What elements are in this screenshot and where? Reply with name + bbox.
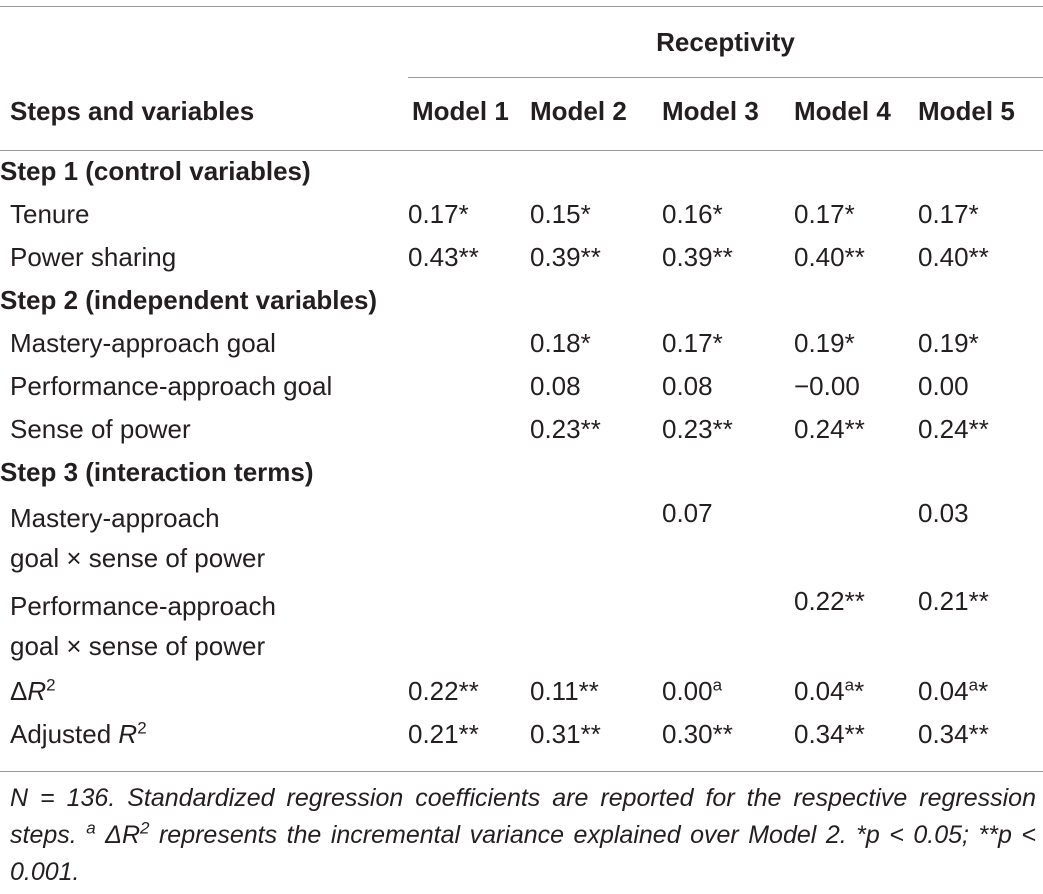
footnote-marker-a: a	[86, 818, 96, 838]
model-3-header: Model 3	[662, 95, 759, 126]
squared-superscript: 2	[137, 718, 147, 738]
table-cell: 0.17*	[794, 199, 855, 229]
model-5-header: Model 5	[918, 95, 1015, 126]
row-label-line-2: goal × sense of power	[10, 631, 266, 661]
row-label-line-1: Performance-approach	[10, 591, 276, 621]
table-footnote	[10, 780, 1036, 891]
table-row	[0, 408, 1043, 451]
footnote-delta-r: ΔR	[95, 821, 140, 849]
adjusted-label: Adjusted	[10, 719, 119, 749]
table-cell	[530, 582, 662, 670]
section-heading-row	[0, 150, 1043, 193]
step-3-heading: Step 3 (interaction terms)	[0, 457, 314, 487]
table-cell	[408, 408, 530, 451]
row-label: Tenure	[10, 199, 90, 229]
delta-symbol: Δ	[10, 676, 28, 706]
cell-value: 0.04	[918, 676, 969, 706]
table-cell	[408, 322, 530, 365]
table-cell: 0.03	[918, 498, 969, 528]
footnote-marker: a	[712, 675, 723, 695]
steps-variables-header: Steps and variables	[10, 95, 255, 126]
table-cell	[408, 494, 530, 582]
footnote-squared: 2	[140, 818, 150, 838]
table-cell: 0.19*	[918, 328, 979, 358]
table-cell: 0.24**	[794, 414, 865, 444]
table-cell	[408, 365, 530, 408]
table-cell: 0.22**	[794, 586, 865, 616]
row-label	[0, 494, 408, 582]
group-header-row	[0, 12, 1043, 72]
row-label-line-1: Mastery-approach	[10, 503, 220, 533]
table-cell: 0.07	[662, 498, 713, 528]
table-cell	[662, 670, 794, 713]
regression-table	[0, 12, 1043, 756]
table-cell	[918, 670, 1043, 713]
table-cell	[794, 494, 918, 582]
table-cell: 0.43**	[408, 242, 479, 272]
row-label	[0, 582, 408, 670]
receptivity-header: Receptivity	[656, 26, 795, 57]
table-cell: −0.00	[794, 371, 860, 401]
table-cell: 0.31**	[530, 719, 601, 749]
row-label	[0, 670, 408, 713]
table-cell: 0.08	[662, 371, 713, 401]
r-variable: R	[27, 676, 47, 706]
cell-value: 0.04	[794, 676, 845, 706]
footnote-marker: a	[844, 675, 855, 695]
table-cell: 0.17*	[918, 199, 979, 229]
table-cell	[530, 494, 662, 582]
table-cell	[794, 670, 918, 713]
table-cell: 0.34**	[918, 719, 989, 749]
table-cell: 0.21**	[408, 719, 479, 749]
table-cell: 0.08	[530, 371, 581, 401]
delta-r2-row	[0, 670, 1043, 713]
section-heading-row	[0, 279, 1043, 322]
table-cell	[408, 582, 530, 670]
step-1-heading: Step 1 (control variables)	[0, 156, 311, 186]
model-4-header: Model 4	[794, 95, 891, 126]
footnote-text-2: represents the incremental variance explained over Model 2. *p < 0.05; **p < 0.001.	[10, 821, 1036, 886]
row-label: Power sharing	[10, 242, 177, 272]
table-cell: 0.39**	[530, 242, 601, 272]
section-heading-row	[0, 451, 1043, 494]
table-cell: 0.23**	[530, 414, 601, 444]
cell-value: 0.00	[662, 676, 713, 706]
row-label: Mastery-approach goal	[10, 328, 276, 358]
row-label: Sense of power	[10, 414, 191, 444]
table-cell	[408, 670, 530, 713]
table-cell: 0.21**	[918, 586, 989, 616]
table-row	[0, 582, 1043, 670]
table-row	[0, 193, 1043, 236]
model-1-header: Model 1	[412, 95, 509, 126]
table-cell	[530, 670, 662, 713]
table-cell: 0.23**	[662, 414, 733, 444]
r-variable: R	[118, 719, 138, 749]
table-row	[0, 365, 1043, 408]
cell-value: 0.11**	[530, 676, 599, 706]
bottom-rule	[0, 771, 1043, 772]
row-label	[0, 713, 408, 756]
row-label-line-2: goal × sense of power	[10, 543, 266, 573]
cell-value: 0.22**	[408, 676, 479, 706]
table-cell: 0.18*	[530, 328, 591, 358]
table-cell: 0.24**	[918, 414, 989, 444]
table-row	[0, 236, 1043, 279]
significance-marker: *	[978, 676, 989, 706]
table-cell: 0.17*	[408, 199, 469, 229]
table-row	[0, 322, 1043, 365]
table-cell	[662, 582, 794, 670]
table-cell: 0.19*	[794, 328, 855, 358]
table-cell: 0.00	[918, 371, 969, 401]
table-row	[0, 494, 1043, 582]
squared-superscript: 2	[46, 675, 56, 695]
row-label: Performance-approach goal	[10, 371, 333, 401]
table-cell: 0.40**	[918, 242, 989, 272]
table-cell: 0.15*	[530, 199, 591, 229]
table-cell: 0.16*	[662, 199, 723, 229]
table-cell: 0.40**	[794, 242, 865, 272]
empty-header-cell	[0, 12, 408, 72]
footnote-marker: a	[968, 675, 979, 695]
footnote-text-1: N = 136. Standardized regression coefficients are reported for the respective regression steps.	[10, 784, 1036, 849]
table-cell: 0.34**	[794, 719, 865, 749]
step-2-heading: Step 2 (independent variables)	[0, 285, 378, 315]
table-cell: 0.17*	[662, 328, 723, 358]
table-cell: 0.30**	[662, 719, 733, 749]
top-rule	[0, 6, 1043, 7]
column-header-row	[0, 72, 1043, 150]
table-cell: 0.39**	[662, 242, 733, 272]
significance-marker: *	[854, 676, 865, 706]
model-2-header: Model 2	[530, 95, 627, 126]
adjusted-r2-row	[0, 713, 1043, 756]
